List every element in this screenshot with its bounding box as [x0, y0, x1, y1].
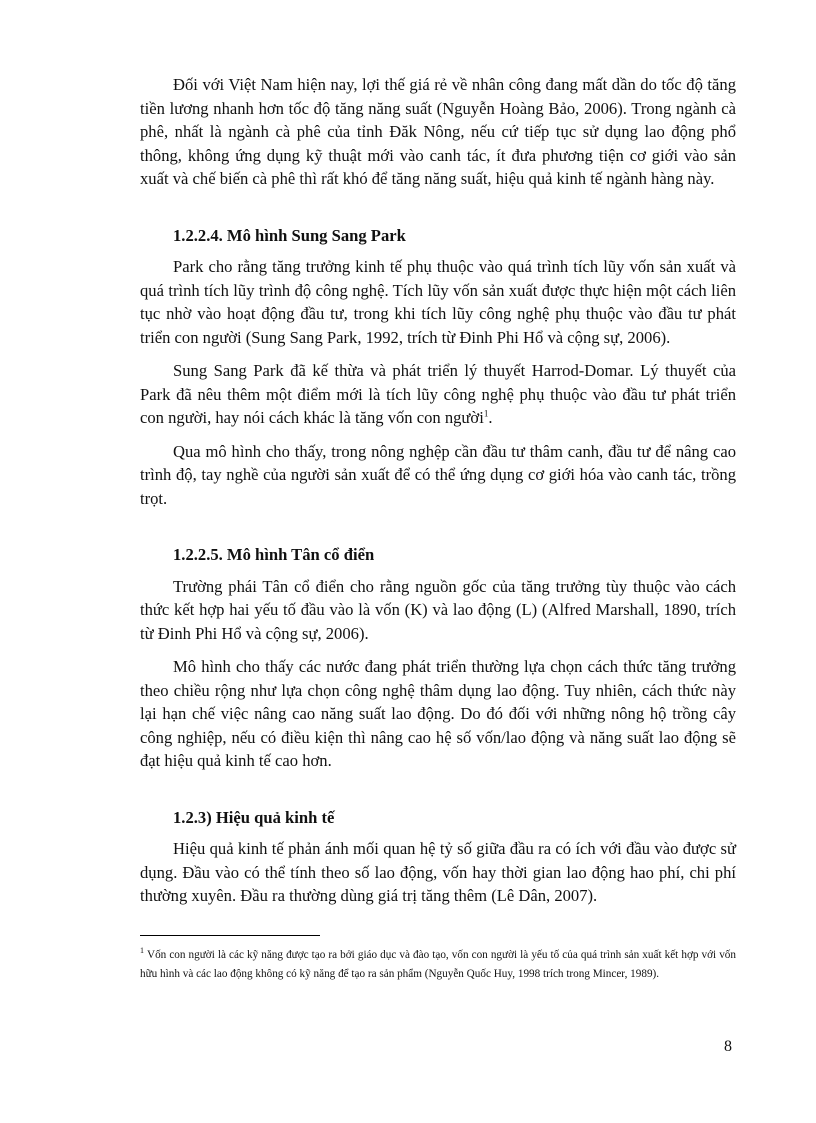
paragraph-harrod-domar [140, 359, 736, 430]
footnote-reference[interactable]: 1 [483, 408, 489, 419]
paragraph-neoclassical-theory: Trường phái Tân cổ điển cho rằng nguồn gốc của tăng trưởng tùy thuộc vào cách thức kết hợp hai yếu tố đầu vào là vốn (K) và lao động (L) (Alfred Marshall, 1890, trích từ Đinh Phi Hổ và cộng sự, 2006). [140, 576, 736, 643]
page-number: 8 [724, 1038, 732, 1055]
heading-sung-sang-park: 1.2.2.4. Mô hình Sung Sang Park [173, 225, 406, 245]
heading-neoclassical: 1.2.2.5. Mô hình Tân cổ điển [173, 545, 375, 564]
paragraph-efficiency-definition: Hiệu quả kinh tế phản ánh mối quan hệ tỷ số giữa đầu ra có ích với đầu vào được sử dụng. Đầu vào có thể tính theo số lao động, vốn hay thời gian lao động hao phí, chi phí thường xuyên. Đầu ra thường dùng giá trị tăng thêm (Lê Dân, 2007). [140, 839, 736, 905]
main-text [140, 73, 736, 918]
paragraph-park-theory: Park cho rằng tăng trưởng kinh tế phụ thuộc vào quá trình tích lũy vốn sản xuất và quá trình tích lũy trình độ công nghệ. Tích lũy vốn sản xuất được thực hiện một cách liên tục nhờ vào hoạt động đầu tư, trong khi tích lũy công nghệ phụ thuộc vào đầu tư phát triển con người (Sung Sang Park, 1992, trích từ Đinh Phi Hổ và cộng sự, 2006). [140, 257, 736, 347]
footnote [140, 946, 736, 984]
footnote-text: Vốn con người là các kỹ năng được tạo ra bởi giáo dục và đào tạo, vốn con người là yếu tố của quá trình sản xuất kết hợp với vốn hữu hình và các lao động không có kỹ năng để tạo ra sản phẩm (Nguyễn Quốc Huy, 1998 trích trong Mincer, 1989). [140, 949, 736, 980]
paragraph-harrod-domar-end: . [488, 408, 493, 427]
paragraph-agriculture-investment: Qua mô hình cho thấy, trong nông nghệp cần đầu tư thâm canh, đầu tư để nâng cao trình độ, tay nghề của người sản xuất để có thể ứng dụng cơ giới hóa vào canh tác, trồng trọt. [140, 441, 736, 508]
footnote-separator [140, 935, 320, 936]
paragraph-harrod-domar-text: Sung Sang Park đã kế thừa và phát triển lý thuyết Harrod-Domar. Lý thuyết của Park đã nêu thêm một điểm mới là tích lũy công nghệ phụ thuộc vào đầu tư phát triển con người, hay nói cách khác là tăng vốn con người [140, 361, 736, 427]
paragraph-labor-cost: Đối với Việt Nam hiện nay, lợi thế giá rẻ về nhân công đang mất dần do tốc độ tăng tiền lương nhanh hơn tốc độ tăng năng suất (Nguyễn Hoàng Bảo, 2006). Trong ngành cà phê, nhất là ngành cà phê của tỉnh Đăk Nông, nếu cứ tiếp tục sử dụng lao động phổ thông, không ứng dụng kỹ thuật mới vào canh tác, ít đưa phương tiện cơ giới vào sản xuất và chế biến cà phê thì rất khó để tăng năng suất, hiệu quả kinh tế ngành hàng này. [140, 75, 736, 188]
footnote-marker: 1 [140, 946, 144, 956]
paragraph-developing-countries: Mô hình cho thấy các nước đang phát triển thường lựa chọn cách thức tăng trưởng theo chiều rộng như lựa chọn công nghệ thâm dụng lao động. Tuy nhiên, cách thức này lại hạn chế việc nâng cao năng suất lao động. Do đó đối với những nông hộ trồng cây công nghiệp, nếu có điều kiện thì nâng cao hệ số vốn/lao động và năng suất lao động sẽ đạt hiệu quả kinh tế cao hơn. [140, 657, 736, 770]
heading-economic-efficiency: 1.2.3) Hiệu quả kinh tế [173, 807, 335, 827]
